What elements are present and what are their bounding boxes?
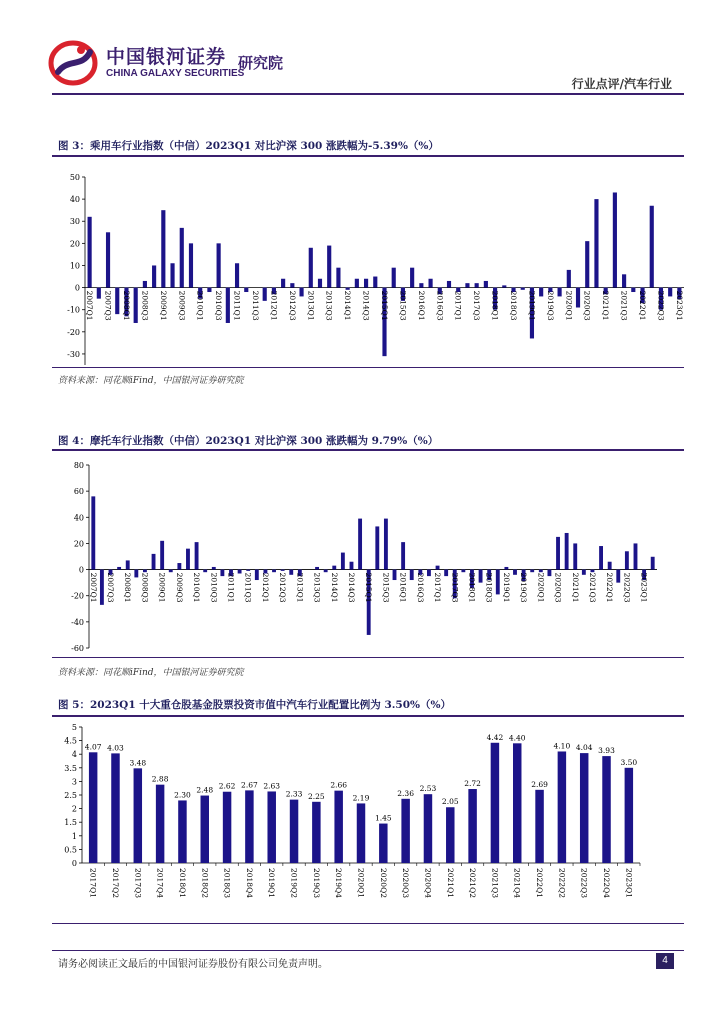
y-tick-label: 30 (69, 217, 80, 227)
figure-5-chart (52, 718, 684, 918)
figure-3-source: 资料来源：同花顺iFind，中国银河证券研究院 (58, 376, 244, 386)
bar (599, 546, 603, 570)
bar (299, 288, 303, 297)
x-tick-label: 2013Q1 (295, 572, 305, 603)
bar (161, 210, 165, 287)
figure-4-source: 资料来源：同花顺iFind，中国银河证券研究院 (58, 668, 244, 678)
x-tick-label: 2011Q3 (243, 572, 253, 603)
y-tick-label: 40 (69, 195, 80, 205)
x-tick-label: 2019Q3 (519, 572, 529, 603)
figure-3-bottom-rule (52, 367, 684, 368)
data-label: 2.72 (464, 779, 481, 789)
bar (324, 570, 328, 573)
brand-subtitle: 研究院 (238, 54, 284, 72)
bar (468, 789, 476, 863)
bar (117, 567, 121, 570)
y-tick-label: -10 (67, 305, 80, 315)
x-tick-label: 2016Q3 (435, 290, 445, 321)
bar (650, 206, 654, 288)
page-header (0, 0, 724, 95)
data-label: 2.63 (263, 781, 281, 791)
data-label: 4.40 (508, 733, 526, 743)
bar (156, 785, 164, 863)
x-tick-label: 2022Q2 (557, 868, 567, 899)
bar (170, 263, 174, 287)
bar (203, 570, 207, 573)
y-tick-label: 4.5 (64, 736, 77, 746)
bar (401, 799, 409, 863)
bar (281, 570, 285, 571)
x-tick-label: 2007Q3 (103, 290, 113, 321)
data-label: 2.05 (441, 797, 459, 807)
bar (217, 243, 221, 287)
bar (513, 570, 517, 575)
bar (479, 570, 483, 583)
bar (350, 562, 354, 570)
x-tick-label: 2017Q1 (453, 290, 463, 321)
bar (576, 288, 580, 308)
bar (91, 496, 95, 569)
bar (235, 263, 239, 287)
x-tick-label: 2009Q3 (174, 572, 184, 603)
data-label: 2.69 (531, 779, 548, 789)
x-tick-label: 2017Q2 (110, 868, 120, 899)
x-tick-label: 2012Q3 (287, 290, 297, 321)
data-label: 1.45 (374, 813, 392, 823)
bar (327, 246, 331, 288)
bar (220, 570, 224, 577)
x-tick-label: 2017Q1 (433, 572, 443, 603)
bar (429, 279, 433, 288)
bar (177, 563, 181, 570)
y-tick-label: 10 (69, 261, 80, 271)
y-tick-label: 20 (69, 239, 80, 249)
bar (318, 279, 322, 288)
bar (290, 283, 294, 287)
bar (535, 790, 543, 863)
bar (334, 791, 342, 863)
bar (332, 566, 336, 570)
bar (491, 743, 499, 863)
data-label: 4.42 (486, 732, 504, 742)
x-tick-label: 2019Q1 (527, 290, 537, 321)
bar (315, 567, 319, 570)
x-tick-label: 2021Q1 (601, 290, 611, 321)
data-label: 4.04 (575, 743, 593, 753)
x-tick-label: 2022Q4 (602, 868, 612, 899)
x-tick-label: 2022Q3 (656, 290, 666, 321)
y-tick-label: -40 (71, 617, 84, 627)
page-number: 4 (656, 953, 674, 969)
bar (547, 570, 551, 577)
x-tick-label: 2013Q1 (306, 290, 316, 321)
bar (651, 557, 655, 570)
bar (309, 248, 313, 288)
y-tick-label: -60 (71, 644, 84, 653)
bar (245, 790, 253, 863)
brand-name: 中国银河证券 (106, 46, 227, 68)
bar (410, 570, 414, 580)
y-tick-label: 0 (74, 283, 80, 293)
y-tick-label: 20 (73, 539, 84, 549)
bar (461, 570, 465, 573)
bar (355, 279, 359, 288)
x-tick-label: 2018Q3 (222, 868, 232, 899)
figure-3-chart (52, 160, 684, 365)
bar (625, 551, 629, 569)
bar (134, 768, 142, 863)
data-label: 3.50 (620, 757, 638, 767)
galaxy-logo-icon (48, 38, 98, 88)
bar (207, 288, 211, 292)
figure-4-chart (52, 454, 684, 654)
bar (115, 288, 119, 315)
x-tick-label: 2007Q1 (85, 290, 95, 321)
bar (513, 743, 521, 863)
data-label: 2.62 (218, 781, 236, 791)
x-tick-label: 2010Q3 (214, 290, 224, 321)
bar (195, 542, 199, 569)
data-label: 4.07 (84, 742, 102, 752)
x-tick-label: 2018Q1 (177, 868, 187, 899)
x-tick-label: 2021Q3 (587, 572, 597, 603)
bar (189, 243, 193, 287)
bar (530, 570, 534, 573)
x-tick-label: 2017Q3 (472, 290, 482, 321)
bar (89, 752, 97, 863)
bar (392, 268, 396, 288)
bar (226, 288, 230, 323)
bar (263, 288, 267, 301)
x-tick-label: 2016Q3 (415, 572, 425, 603)
x-tick-label: 2017Q4 (155, 868, 165, 899)
bar (502, 285, 506, 287)
bar (289, 570, 293, 575)
bar (364, 279, 368, 288)
figure-4-title: 图 4：摩托车行业指数（中信）2023Q1 对比沪深 300 涨跌幅为 9.79%（%） (58, 435, 439, 447)
x-tick-label: 2018Q1 (467, 572, 477, 603)
y-tick-label: -20 (71, 591, 84, 601)
x-tick-label: 2022Q1 (535, 868, 545, 899)
x-tick-label: 2009Q3 (177, 290, 187, 321)
data-label: 4.10 (553, 741, 571, 751)
x-tick-label: 2007Q1 (88, 572, 98, 603)
bar (594, 199, 598, 287)
x-tick-label: 2011Q1 (232, 290, 242, 321)
x-tick-label: 2012Q1 (260, 572, 270, 603)
x-tick-label: 2015Q3 (381, 572, 391, 603)
bar (602, 756, 610, 863)
data-label: 2.36 (397, 788, 414, 798)
x-tick-label: 2019Q1 (501, 572, 511, 603)
x-tick-label: 2021Q4 (512, 868, 522, 899)
x-tick-label: 2020Q2 (378, 868, 388, 899)
bar (634, 543, 638, 569)
x-tick-label: 2015Q3 (398, 290, 408, 321)
x-tick-label: 2009Q1 (157, 572, 167, 603)
x-tick-label: 2010Q1 (192, 572, 202, 603)
bar (238, 570, 242, 574)
brand-english: CHINA GALAXY SECURITIES (106, 68, 245, 79)
bar (556, 537, 560, 570)
x-tick-label: 2010Q3 (209, 572, 219, 603)
figure-5-bottom-rule (52, 923, 684, 924)
y-tick-label: 4 (71, 750, 77, 760)
bar (134, 570, 138, 578)
bar (424, 794, 432, 863)
bar (585, 241, 589, 287)
x-tick-label: 2020Q1 (536, 572, 546, 603)
bar (255, 570, 259, 580)
x-tick-label: 2011Q3 (250, 290, 260, 321)
bar (178, 800, 186, 863)
x-tick-label: 2023Q1 (639, 572, 649, 603)
y-tick-label: 5 (71, 723, 77, 732)
bar (379, 824, 387, 863)
bar (88, 217, 92, 288)
x-tick-label: 2020Q3 (401, 868, 411, 899)
bar (447, 281, 451, 288)
bar (475, 283, 479, 287)
bar (465, 283, 469, 287)
y-tick-label: 3 (71, 777, 77, 787)
x-tick-label: 2017Q3 (133, 868, 143, 899)
bar (631, 288, 635, 292)
x-tick-label: 2010Q1 (195, 290, 205, 321)
data-label: 2.88 (151, 774, 169, 784)
x-tick-label: 2019Q1 (267, 868, 277, 899)
bar (521, 288, 525, 290)
x-tick-label: 2020Q3 (582, 290, 592, 321)
x-tick-label: 2018Q3 (484, 572, 494, 603)
data-label: 4.03 (107, 743, 124, 753)
bar (272, 570, 276, 573)
x-tick-label: 2018Q3 (509, 290, 519, 321)
bar (401, 542, 405, 569)
data-label: 3.48 (129, 758, 147, 768)
x-tick-label: 2021Q1 (445, 868, 455, 899)
bar (436, 566, 440, 570)
bar (608, 562, 612, 570)
bar (246, 570, 250, 571)
data-label: 2.33 (285, 789, 303, 799)
bar (341, 553, 345, 570)
x-tick-label: 2015Q1 (364, 572, 374, 603)
x-tick-label: 2007Q3 (106, 572, 116, 603)
data-label: 3.93 (598, 746, 615, 756)
y-tick-label: -30 (67, 349, 80, 359)
x-tick-label: 2021Q1 (570, 572, 580, 603)
y-tick-label: 60 (73, 487, 84, 497)
bar (622, 274, 626, 287)
bar (565, 533, 569, 570)
figure-3-title: 图 3：乘用车行业指数（中信）2023Q1 对比沪深 300 涨跌幅为-5.39%（%） (58, 140, 439, 152)
bar (373, 277, 377, 288)
bar (358, 519, 362, 570)
data-label: 2.30 (174, 790, 191, 800)
x-tick-label: 2021Q2 (468, 868, 478, 899)
bar (410, 268, 414, 288)
bar (625, 768, 633, 863)
bar (567, 270, 571, 288)
x-tick-label: 2008Q3 (140, 572, 150, 603)
x-tick-label: 2014Q1 (329, 572, 339, 603)
x-tick-label: 2017Q3 (450, 572, 460, 603)
bar (573, 543, 577, 569)
x-tick-label: 2018Q1 (490, 290, 500, 321)
bar (267, 791, 275, 863)
data-label: 2.67 (241, 780, 258, 790)
bar (106, 232, 110, 287)
bar (160, 541, 164, 570)
x-tick-label: 2020Q3 (553, 572, 563, 603)
bar (212, 567, 216, 570)
x-tick-label: 2014Q3 (361, 290, 371, 321)
figure-5-title: 图 5：2023Q1 十大重仓股基金股票投资市值中汽车行业配置比例为 3.50%（%） (58, 699, 451, 711)
bar (444, 570, 448, 577)
x-tick-label: 2014Q3 (346, 572, 356, 603)
data-label: 2.66 (330, 780, 348, 790)
x-tick-label: 2019Q3 (311, 868, 321, 899)
y-tick-label: 40 (73, 513, 84, 523)
x-tick-label: 2022Q3 (579, 868, 589, 899)
bar (152, 265, 156, 287)
x-tick-label: 2020Q1 (356, 868, 366, 899)
figure-5-top-rule (52, 715, 684, 717)
x-tick-label: 2012Q3 (278, 572, 288, 603)
bar (201, 796, 209, 863)
bar (134, 288, 138, 323)
x-tick-label: 2012Q1 (269, 290, 279, 321)
x-tick-label: 2021Q3 (619, 290, 629, 321)
x-tick-label: 2015Q1 (380, 290, 389, 321)
bar (446, 807, 454, 863)
x-tick-label: 2019Q4 (334, 868, 344, 899)
x-tick-label: 2009Q1 (158, 290, 168, 321)
bar (281, 279, 285, 288)
bar (504, 567, 508, 570)
section-label: 行业点评/汽车行业 (571, 77, 672, 91)
x-tick-label: 2022Q1 (638, 290, 648, 321)
x-tick-label: 2016Q1 (398, 572, 408, 603)
bar (582, 570, 586, 575)
bar (152, 554, 156, 570)
x-tick-label: 2013Q3 (312, 572, 322, 603)
bar (312, 802, 320, 863)
x-tick-label: 2020Q4 (423, 868, 433, 899)
x-tick-label: 2022Q3 (622, 572, 632, 603)
x-tick-label: 2008Q3 (140, 290, 150, 321)
data-label: 2.48 (196, 785, 214, 795)
x-tick-label: 2019Q3 (545, 290, 555, 321)
x-tick-label: 2023Q1 (624, 868, 634, 899)
x-tick-label: 2017Q1 (88, 868, 98, 899)
bar (244, 288, 248, 292)
bar (580, 753, 588, 863)
bar (180, 228, 184, 288)
y-tick-label: 0 (78, 565, 84, 575)
y-tick-label: 2.5 (64, 791, 77, 800)
bar (290, 800, 298, 863)
bar (375, 526, 379, 569)
bar (111, 753, 119, 863)
bar (357, 803, 365, 863)
bar (616, 570, 620, 583)
data-label: 2.19 (352, 793, 370, 803)
y-tick-label: 1 (71, 831, 77, 841)
x-tick-label: 2008Q1 (121, 290, 131, 321)
bar (558, 288, 562, 297)
footer-disclaimer: 请务必阅读正文最后的中国银河证券股份有限公司免责声明。 (58, 959, 328, 970)
x-tick-label: 2018Q4 (244, 868, 254, 899)
x-tick-label: 2021Q3 (490, 868, 500, 899)
y-tick-label: -20 (67, 327, 80, 337)
bar (384, 519, 388, 570)
y-tick-label: 0.5 (64, 845, 77, 855)
y-tick-label: 80 (73, 461, 84, 470)
bar (346, 288, 350, 290)
bar (484, 281, 488, 288)
figure-4-top-rule (52, 449, 684, 451)
y-tick-label: 2 (71, 804, 77, 814)
bar (186, 549, 190, 570)
bar (393, 570, 397, 580)
x-tick-label: 2013Q3 (324, 290, 334, 321)
x-tick-label: 2016Q1 (416, 290, 426, 321)
bar (539, 288, 543, 297)
x-tick-label: 2023Q1 (674, 290, 684, 321)
bar (336, 268, 340, 288)
bar (100, 570, 104, 605)
bar (668, 288, 672, 297)
bar (97, 288, 101, 299)
data-label: 2.25 (308, 791, 325, 801)
bar (223, 792, 231, 863)
x-tick-label: 2022Q1 (605, 572, 615, 603)
y-tick-label: 50 (69, 173, 80, 182)
footer-divider (52, 950, 684, 951)
y-tick-label: 3.5 (64, 763, 77, 773)
x-tick-label: 2011Q1 (226, 572, 236, 603)
x-tick-label: 2019Q2 (289, 868, 299, 899)
header-divider (52, 93, 684, 95)
bar (169, 570, 173, 573)
bar (496, 570, 500, 595)
bar (143, 281, 147, 288)
x-tick-label: 2014Q1 (343, 290, 353, 321)
figure-4-bottom-rule (52, 657, 684, 658)
x-tick-label: 2008Q1 (123, 572, 133, 603)
bar (419, 283, 423, 287)
bar (613, 192, 617, 287)
bar (126, 560, 130, 569)
y-tick-label: 0 (71, 859, 77, 868)
bar (558, 751, 566, 863)
x-tick-label: 2018Q2 (200, 868, 210, 899)
x-tick-label: 2020Q1 (564, 290, 574, 321)
y-tick-label: 1.5 (64, 818, 77, 828)
data-label: 2.53 (419, 784, 437, 794)
bar (427, 570, 431, 577)
figure-3-top-rule (52, 155, 684, 157)
